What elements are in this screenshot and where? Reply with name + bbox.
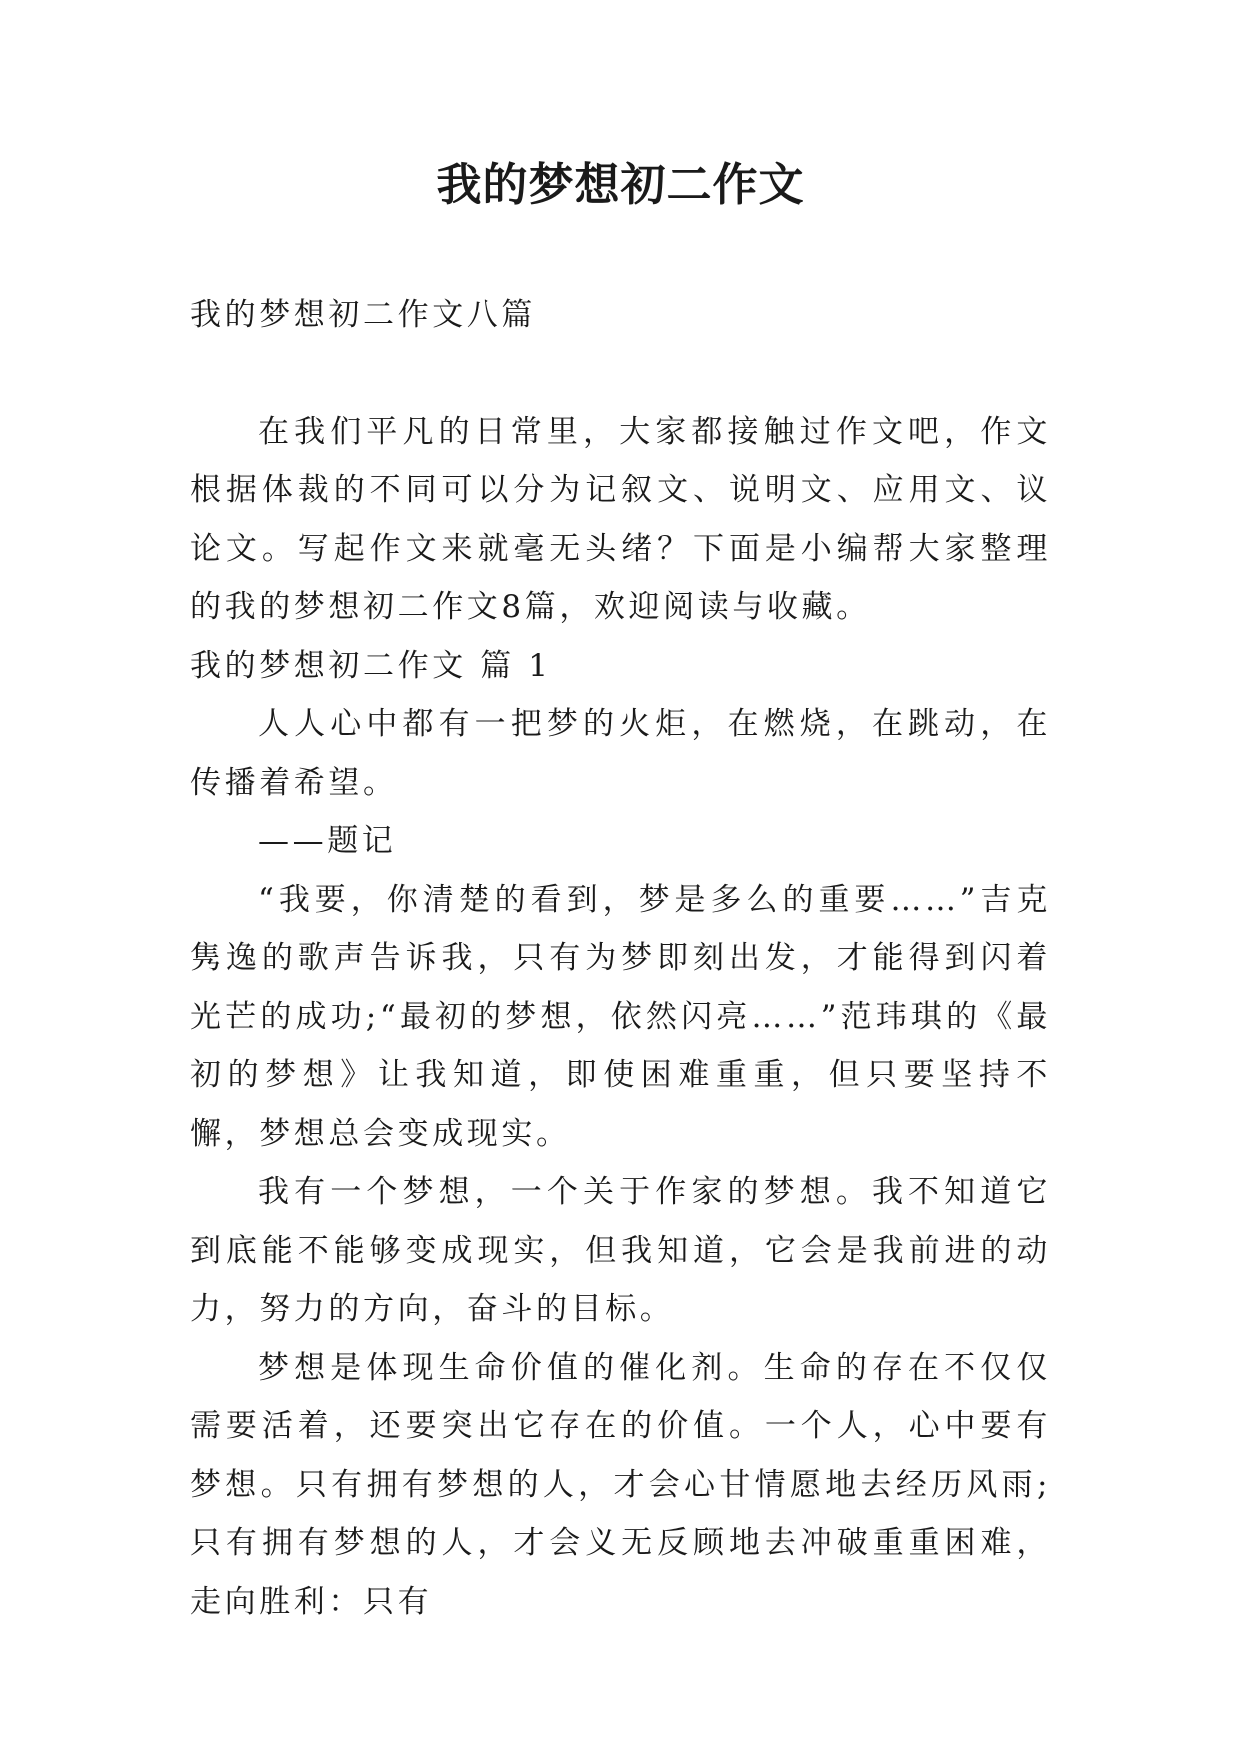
intro-paragraph: 在我们平凡的日常里，大家都接触过作文吧，作文根据体裁的不同可以分为记叙文、说明文、应用文、议论文。写起作文来就毫无头绪？下面是小编帮大家整理的我的梦想初二作文8篇，欢迎阅读与收藏。 (190, 413, 1051, 625)
paragraph-dream-value: 梦想是体现生命价值的催化剂。生命的存在不仅仅需要活着，还要突出它存在的价值。一个人，心中要有梦想。只有拥有梦想的人，才会心甘情愿地去经历风雨;只有拥有梦想的人，才会义无反顾地去冲破重重困难，走向胜利：只有 (190, 1349, 1051, 1620)
page-title: 我的梦想初二作文 (436, 158, 805, 211)
document-subtitle: 我的梦想初二作文八篇 (190, 297, 536, 333)
document-body (190, 286, 1051, 1631)
paragraph-opening: 人人心中都有一把梦的火炬，在燃烧，在跳动，在传播着希望。 (190, 706, 1051, 801)
section-heading: 我的梦想初二作文 篇 1 (190, 647, 552, 684)
paragraph-quotes: “我要，你清楚的看到，梦是多么的重要……”吉克隽逸的歌声告诉我，只有为梦即刻出发，才能得到闪着光芒的成功;“最初的梦想，依然闪亮……”范玮琪的《最初的梦想》让我知道，即使困难重重，但只要坚持不懈，梦想总会变成现实。 (190, 881, 1051, 1152)
epigraph-note: ——题记 (258, 823, 397, 859)
paragraph-writer-dream: 我有一个梦想，一个关于作家的梦想。我不知道它到底能不能够变成现实，但我知道，它会是我前进的动力，努力的方向，奋斗的目标。 (190, 1174, 1051, 1327)
